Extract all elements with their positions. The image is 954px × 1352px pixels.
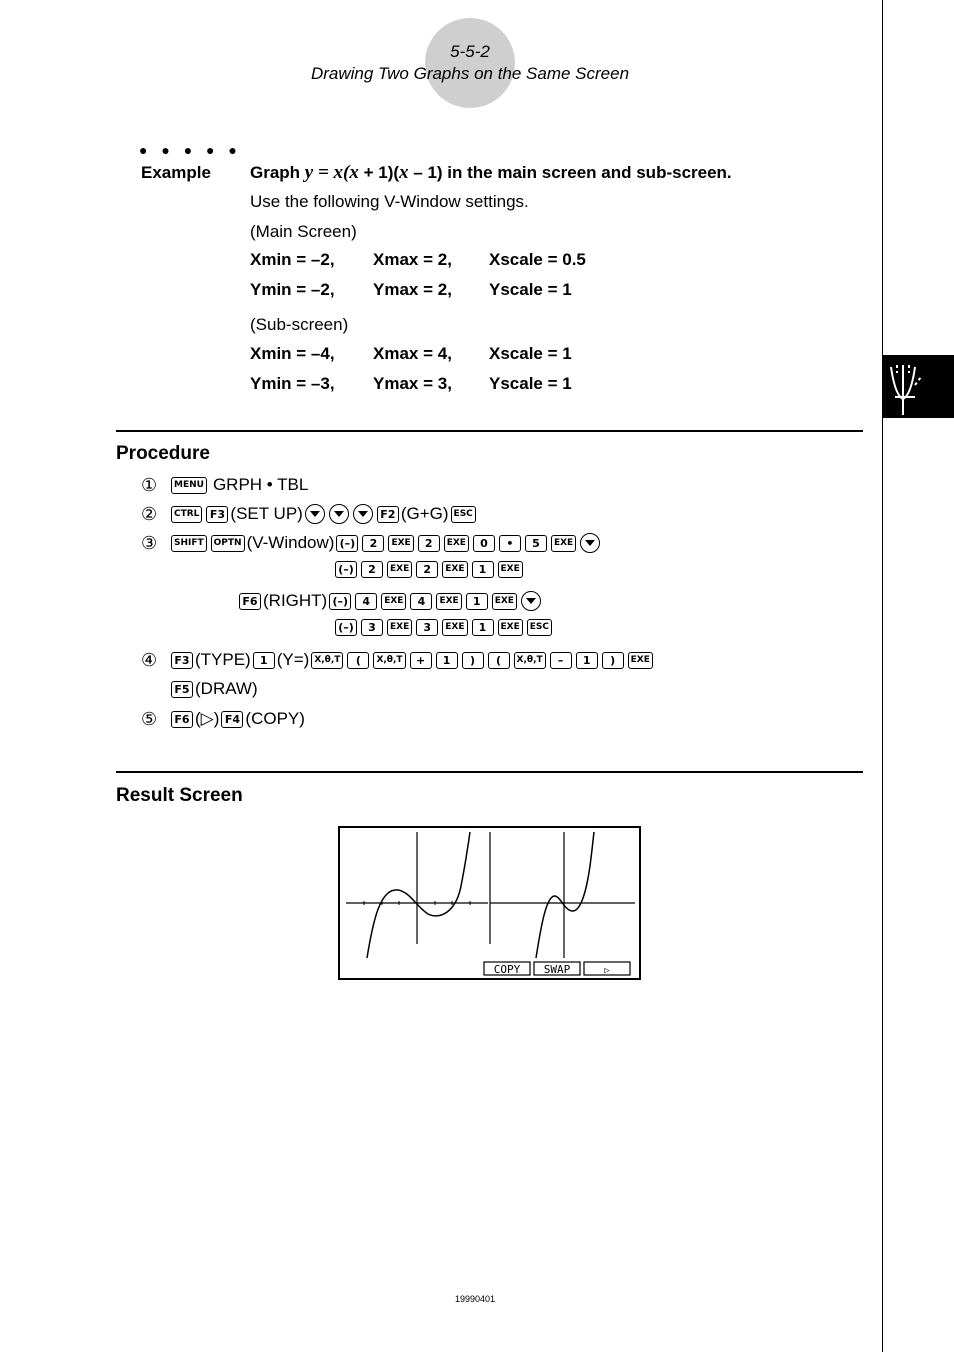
step-number: ② [141, 504, 158, 524]
procedure-heading: Procedure [116, 443, 210, 464]
exe-key: EXE [628, 652, 653, 669]
menu-copy: COPY [493, 963, 521, 976]
right-label: (RIGHT) [263, 591, 328, 610]
step-number: ④ [141, 650, 158, 670]
digit-2-key: 2 [362, 535, 384, 552]
footer-code: 19990401 [454, 1294, 496, 1304]
digit-1-key: 1 [436, 652, 458, 669]
main-xmin: Xmin = –2, [250, 250, 335, 269]
shift-key: SHIFT [171, 535, 207, 552]
statement-math-x: x [399, 162, 409, 183]
digit-1-key: 1 [576, 652, 598, 669]
step-3-line-2 [333, 561, 525, 578]
main-xmax: Xmax = 2, [373, 250, 452, 269]
main-screen-label: (Main Screen) [250, 222, 357, 241]
menu-next: ▷ [604, 966, 610, 976]
sub-xmin: Xmin = –4, [250, 344, 335, 363]
step-number: ③ [141, 533, 158, 553]
margin-rule [882, 0, 883, 1352]
chapter-tab [883, 355, 954, 418]
cursor-down-key [580, 533, 600, 553]
menu-key: MENU [171, 477, 207, 494]
digit-2-key: 2 [361, 561, 383, 578]
exe-key: EXE [387, 619, 412, 636]
section-divider [116, 771, 863, 773]
main-xscale: Xscale = 0.5 [489, 250, 586, 269]
variable-key: X,θ,T [373, 652, 405, 669]
plus-key: + [410, 652, 432, 669]
example-label: Example [141, 163, 211, 182]
main-ymin: Ymin = –2, [250, 280, 335, 299]
digit-1-key: 1 [472, 619, 494, 636]
right-paren-key: ) [462, 652, 484, 669]
exe-key: EXE [436, 593, 461, 610]
exe-key: EXE [498, 619, 523, 636]
variable-key: X,θ,T [311, 652, 343, 669]
sub-ymin: Ymin = –3, [250, 374, 335, 393]
exe-key: EXE [442, 619, 467, 636]
menu-swap: SWAP [543, 963, 571, 976]
left-paren-key: ( [347, 652, 369, 669]
step-1 [141, 474, 308, 496]
step-5 [141, 708, 305, 730]
digit-0-key: 0 [473, 535, 495, 552]
exe-key: EXE [387, 561, 412, 578]
setup-label: (SET UP) [230, 504, 303, 523]
variable-key: X,θ,T [514, 652, 546, 669]
left-paren-key: ( [488, 652, 510, 669]
statement-math: y = x(x [304, 162, 359, 183]
section-dots: ● ● ● ● ● [139, 142, 242, 158]
digit-5-key: 5 [525, 535, 547, 552]
esc-key: ESC [527, 619, 552, 636]
type-label: (TYPE) [195, 650, 251, 669]
vwindow-label: (V-Window) [246, 533, 335, 552]
example-statement [250, 163, 732, 183]
step-3 [141, 532, 602, 554]
negative-key: (–) [335, 619, 357, 636]
exe-key: EXE [381, 593, 406, 610]
example-instruction: Use the following V-Window settings. [250, 192, 529, 211]
exe-key: EXE [444, 535, 469, 552]
graph-icon [887, 359, 927, 415]
digit-3-key: 3 [416, 619, 438, 636]
sub-screen-label: (Sub-screen) [250, 315, 349, 334]
step-number: ⑤ [141, 709, 158, 729]
digit-1-key: 1 [472, 561, 494, 578]
function-menu-bar [484, 962, 630, 976]
f4-key: F4 [221, 711, 243, 728]
sub-xmax: Xmax = 4, [373, 344, 452, 363]
copy-label: (COPY) [245, 709, 305, 728]
right-paren-key: ) [602, 652, 624, 669]
main-yscale: Yscale = 1 [489, 280, 572, 299]
f5-key: F5 [171, 681, 193, 698]
negative-key: (–) [329, 593, 351, 610]
decimal-key: • [499, 535, 521, 552]
section-divider [116, 430, 863, 432]
minus-key: – [550, 652, 572, 669]
step-3-line-4 [333, 619, 554, 636]
step-number: ① [141, 475, 158, 495]
y-equals-label: (Y=) [276, 650, 310, 669]
statement-suffix: – 1) in the main screen and sub-screen. [408, 163, 732, 182]
step1-text: GRPH • TBL [212, 475, 309, 494]
statement-mid: + 1)( [358, 163, 400, 182]
next-menu-label: (▷) [195, 709, 220, 728]
sub-yscale: Yscale = 1 [489, 374, 572, 393]
step-3-line-3 [237, 590, 543, 612]
digit-3-key: 3 [361, 619, 383, 636]
digit-1-key: 1 [253, 652, 275, 669]
page-title: Drawing Two Graphs on the Same Screen [310, 64, 630, 83]
f3-key: F3 [206, 506, 228, 523]
step-4-line-2 [169, 678, 258, 700]
f2-key: F2 [377, 506, 399, 523]
cursor-down-key [329, 504, 349, 524]
digit-4-key: 4 [410, 593, 432, 610]
f6-key: F6 [171, 711, 193, 728]
cursor-down-key [353, 504, 373, 524]
page-number: 5-5-2 [450, 42, 490, 61]
exe-key: EXE [388, 535, 413, 552]
digit-2-key: 2 [416, 561, 438, 578]
cursor-down-key [305, 504, 325, 524]
cursor-down-key [521, 591, 541, 611]
sub-ymax: Ymax = 3, [373, 374, 452, 393]
f3-key: F3 [171, 652, 193, 669]
exe-key: EXE [492, 593, 517, 610]
main-ymax: Ymax = 2, [373, 280, 452, 299]
gg-label: (G+G) [400, 504, 449, 523]
exe-key: EXE [498, 561, 523, 578]
optn-key: OPTN [211, 535, 245, 552]
f6-key: F6 [239, 593, 261, 610]
exe-key: EXE [442, 561, 467, 578]
digit-1-key: 1 [466, 593, 488, 610]
step-4 [141, 649, 655, 671]
sub-xscale: Xscale = 1 [489, 344, 572, 363]
exe-key: EXE [551, 535, 576, 552]
draw-label: (DRAW) [195, 679, 258, 698]
ctrl-key: CTRL [171, 506, 202, 523]
header-decoration-circle [425, 18, 515, 108]
negative-key: (–) [336, 535, 358, 552]
result-heading: Result Screen [116, 785, 243, 806]
digit-4-key: 4 [355, 593, 377, 610]
step-2 [141, 503, 478, 525]
digit-2-key: 2 [418, 535, 440, 552]
statement-prefix: Graph [250, 163, 305, 182]
calculator-result-screen [338, 826, 641, 980]
esc-key: ESC [451, 506, 476, 523]
negative-key: (–) [335, 561, 357, 578]
